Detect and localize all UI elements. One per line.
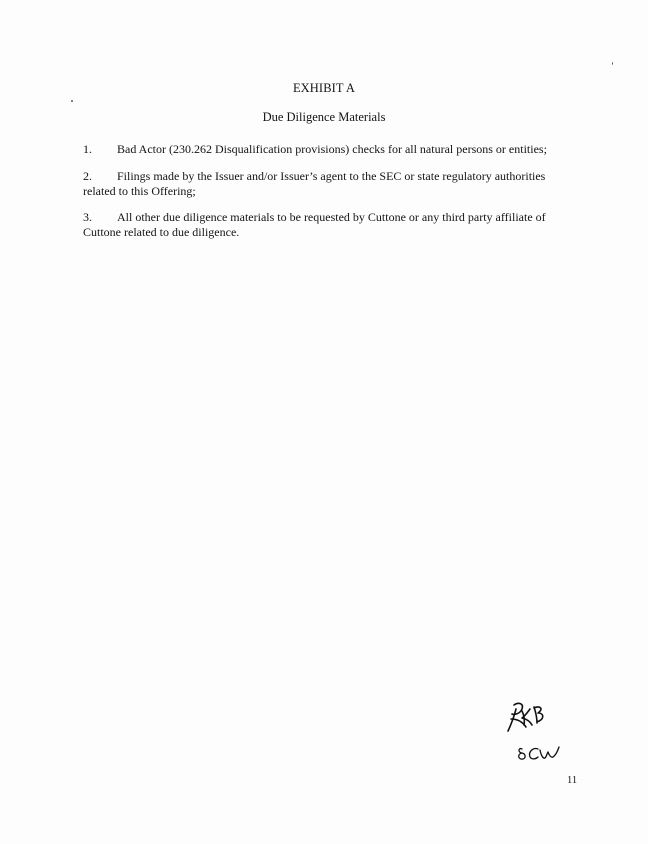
item-number: 3. (83, 210, 92, 224)
scan-speck (612, 62, 613, 65)
list-item (83, 210, 578, 240)
item-number: 1. (83, 142, 92, 156)
document-subtitle: Due Diligence Materials (262, 110, 386, 124)
list-item (83, 169, 578, 199)
handwritten-initials (500, 697, 570, 777)
item-text: Filings made by the Issuer and/or Issuer’s agent to the SEC or state regulatory authorities related to this Offering; (83, 169, 546, 198)
item-text: Bad Actor (230.262 Disqualification provisions) checks for all natural persons or entities; (117, 142, 547, 156)
item-text: All other due diligence materials to be requested by Cuttone or any third party affiliate of Cuttone related to due diligence. (83, 210, 546, 239)
page-number: 11 (567, 775, 578, 786)
initials-bcw (519, 747, 559, 759)
scan-speck (71, 100, 73, 102)
item-number: 2. (83, 169, 92, 183)
initials-rkb (508, 703, 543, 731)
list-item (83, 142, 578, 157)
exhibit-title: EXHIBIT A (292, 81, 356, 95)
